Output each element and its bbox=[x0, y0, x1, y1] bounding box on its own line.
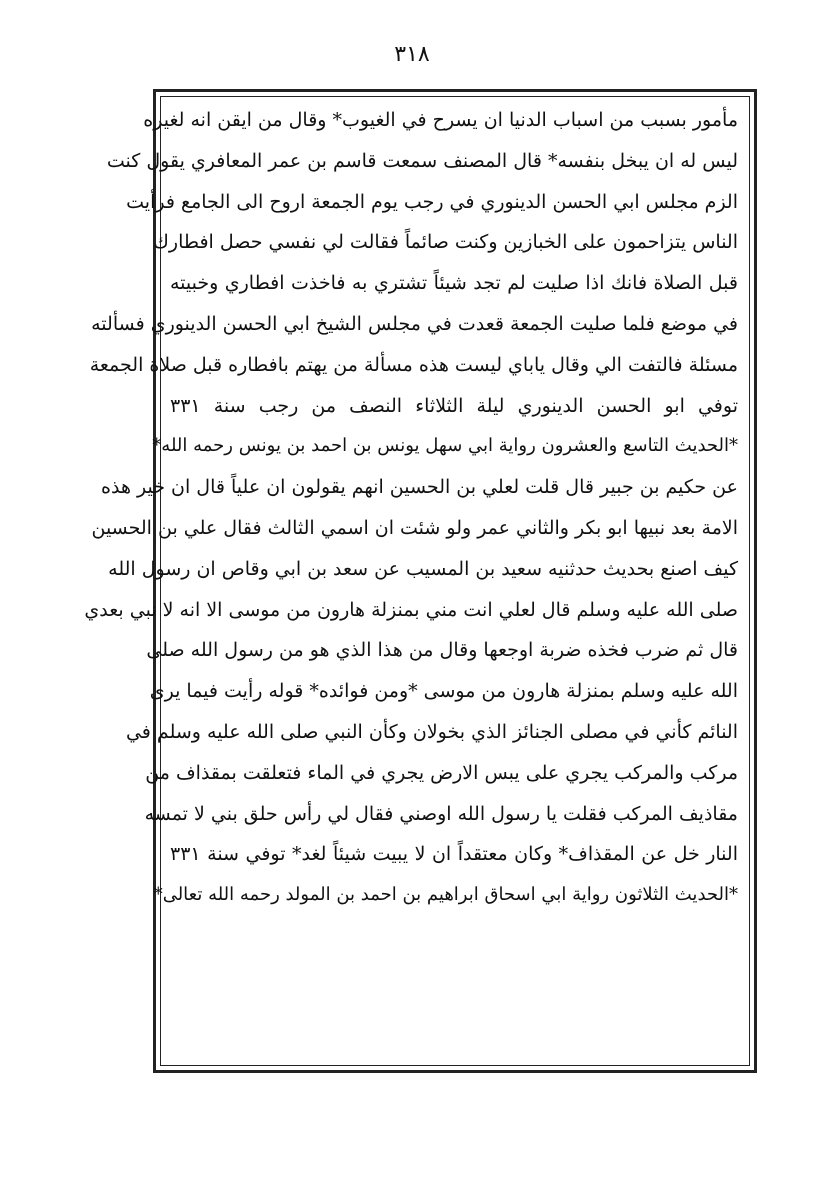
text-line: كيف اصنع بحديث حدثنيه سعيد بن المسيب عن سعد بن ابي وقاص ان رسول الله bbox=[108, 557, 738, 580]
text-line: في موضع فلما صليت الجمعة قعدت في مجلس الشيخ ابي الحسن الدينوري فسألته bbox=[91, 312, 738, 335]
text-line: الزم مجلس ابي الحسن الدينوري في رجب يوم الجمعة اروح الى الجامع فرأيت bbox=[126, 190, 738, 213]
text-line: ليس له ان يبخل بنفسه* قال المصنف سمعت قاسم بن عمر المعافري يقول كنت bbox=[106, 149, 738, 172]
text-line: مأمور بسبب من اسباب الدنيا ان يسرح في الغيوب* وقال من ايقن انه لغيره bbox=[143, 109, 738, 131]
text-line: النائم كأني في مصلى الجنائز الذي بخولان وكأن النبي صلى الله عليه وسلم في bbox=[125, 720, 738, 743]
text-line: النار خل عن المقذاف* وكان معتقداً ان لا يبيت شيئاً لغد* توفي سنة ٣٣١ bbox=[170, 843, 738, 866]
text-line: مسئلة فالتفت الي وقال ياباي ليست هذه مسألة من يهتم بافطاره قبل صلاة الجمعة bbox=[89, 353, 738, 376]
manuscript-text-block bbox=[84, 100, 738, 1060]
text-line: الامة بعد نبيها ابو بكر والثاني عمر ولو شئت ان اسمي الثالث فقال علي بن الحسين bbox=[91, 516, 738, 539]
text-line: الناس يتزاحمون على الخبازين وكنت صائماً فقالت لي نفسي حصل افطارك bbox=[153, 231, 738, 254]
text-line: مقاذيف المركب فقلت يا رسول الله اوصني فقال لي رأس حلق بني لا تمسه bbox=[144, 802, 738, 825]
text-line: صلى الله عليه وسلم قال لعلي انت مني بمنزلة هارون من موسى الا انه لا نبي بعدي bbox=[84, 598, 738, 621]
text-line: توفي ابو الحسن الدينوري ليلة الثلاثاء النصف من رجب سنة ٣٣١ bbox=[170, 394, 738, 417]
text-line: الله عليه وسلم بمنزلة هارون من موسى *ومن فوائده* قوله رأيت فيما يرى bbox=[149, 680, 738, 703]
hadith-heading: *الحديث التاسع والعشرون رواية ابي سهل يونس بن احمد بن يونس رحمه الله* bbox=[152, 435, 738, 457]
text-line: قبل الصلاة فانك اذا صليت لم تجد شيئاً تشتري به فاخذت افطاري وخبيته bbox=[170, 272, 738, 295]
text-line: مركب والمركب يجري على يبس الارض يجري في الماء فتعلقت بمقذاف من bbox=[145, 761, 738, 784]
hadith-heading: *الحديث الثلاثون رواية ابي اسحاق ابراهيم بن احمد بن المولد رحمه الله تعالى* bbox=[153, 884, 738, 906]
text-line: عن حكيم بن جبير قال قلت لعلي بن الحسين انهم يقولون ان علياً قال ان خير هذه bbox=[101, 476, 738, 499]
text-line: قال ثم ضرب فخذه ضربة اوجعها وقال من هذا الذي هو من رسول الله صلى bbox=[146, 639, 738, 662]
page-number: ٣١٨ bbox=[394, 42, 430, 67]
